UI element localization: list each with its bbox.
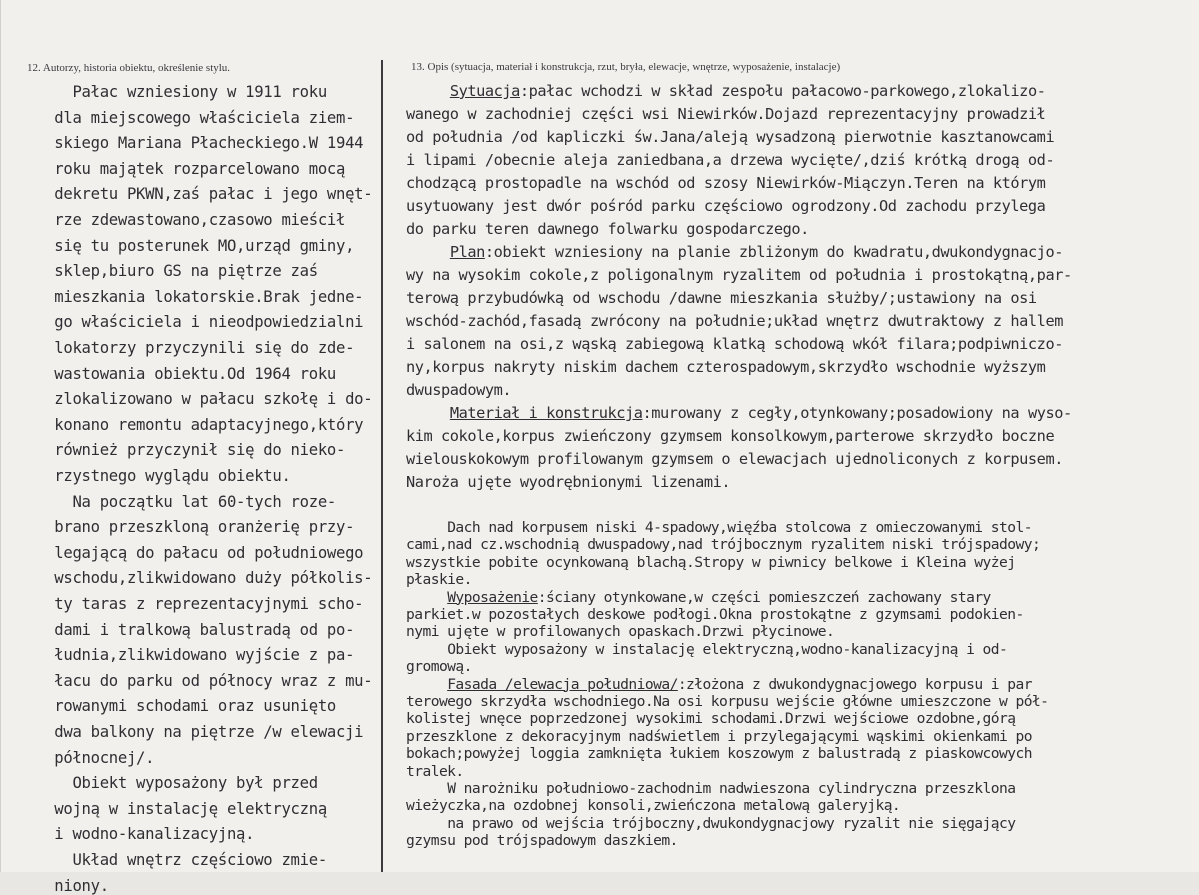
- left-text-line: brano przeszkloną oranżerię przy-: [27, 518, 355, 537]
- line-indent: [406, 243, 450, 261]
- left-text-line: go właściciela i nieodpowiedzialni: [27, 313, 364, 332]
- right-text-line: [406, 536, 1040, 553]
- line-text: W narożniku południowo-zachodnim nadwieszona cylindryczna przeszklona: [447, 780, 1016, 797]
- line-text: :złożona z dwukondygnacjowego korpusu i par: [677, 675, 1032, 693]
- line-text: gzymsu pod trójspadowym daszkiem.: [406, 832, 678, 850]
- left-text-line: ty taras z reprezentacyjnymi scho-: [27, 595, 364, 613]
- left-text-line: zlokalizowano w pałacu szkołę i do-: [27, 390, 373, 409]
- left-text-line: sklep,biuro GS na piętrze zaś: [27, 262, 318, 281]
- section-heading-underlined: Plan: [449, 243, 485, 261]
- right-text-line: [406, 243, 1063, 261]
- left-text-line: dwa balkony na piętrze /w elewacji: [27, 723, 364, 741]
- line-indent: [406, 641, 447, 658]
- line-text: na prawo od wejścia trójboczny,dwukondygnacjowy ryzalit nie sięgający: [447, 814, 1016, 832]
- line-text: gromową.: [406, 658, 472, 676]
- right-text-line: [406, 780, 1016, 797]
- line-text: dwuspadowym.: [406, 381, 512, 399]
- left-text-line: mieszkania lokatorskie.Brak jedne-: [27, 287, 364, 306]
- right-text-line: [406, 128, 1054, 146]
- line-text: i lipami /obecnie aleja zaniedbana,a drzewa wycięte/,dziś krótką drogą od-: [406, 151, 1055, 169]
- right-text-line: [406, 450, 1063, 468]
- line-text: przeszklone z dekoracyjnym nadświetlem i przylegającymi wąskimi okienkami po: [406, 727, 1032, 745]
- left-text-line: się tu posterunek MO,urząd gminy,: [27, 236, 355, 255]
- line-text: Naroża ujęte wyodrębnionymi lizenami.: [406, 473, 731, 491]
- left-text-line: łudnia,zlikwidowano wyjście z pa-: [27, 646, 355, 665]
- left-text-line: Na początku lat 60-tych roze-: [27, 492, 337, 511]
- right-text-line: [406, 82, 1045, 100]
- right-text-line: [406, 745, 1032, 762]
- right-text-line: [406, 606, 1024, 623]
- line-text: wieżyczka,na ozdobnej konsoli,zwieńczona metalową galeryjką.: [406, 797, 901, 815]
- right-text-line: [406, 832, 678, 849]
- line-text: kolistej wnęce poprzedzonej wysokimi schodami.Drzwi wejściowe ozdobne,górą: [406, 710, 1016, 728]
- left-text-line: niony.: [27, 876, 109, 895]
- left-text-line: rowanymi schodami oraz usunięto: [27, 697, 337, 716]
- left-text-line: północnej/.: [27, 748, 155, 767]
- right-text-line: [406, 728, 1032, 745]
- right-text-line: [406, 571, 472, 588]
- right-text-line: [406, 312, 1063, 330]
- line-text: od południa /od kapliczki św.Jana/aleją wysadzoną pierwotnie kasztanowcami: [406, 128, 1055, 146]
- right-text-line: [406, 763, 464, 780]
- left-text-line: i wodno-kanalizacyjną.: [27, 825, 255, 844]
- line-text: do parku teren dawnego folwarku gospodarczego.: [406, 220, 809, 238]
- left-text-line: konano remontu adaptacyjnego,który: [27, 415, 364, 434]
- right-text-line: [406, 289, 1037, 307]
- right-text-line: [406, 220, 809, 238]
- line-text: i salonem na osi,z wąską zabiegową klatką schodową wkół filara;podpiwniczo-: [406, 335, 1063, 353]
- line-indent: [406, 589, 447, 606]
- line-text: wy na wysokim cokole,z poligonalnym ryzalitem od południa i prostokątną,par-: [406, 266, 1072, 284]
- line-text: kim cokole,korpus zwieńczony gzymsem konsolkowym,parterowe skrzydło boczne: [406, 427, 1055, 445]
- left-text-line: dla miejscowego właściciela ziem-: [27, 108, 355, 127]
- right-text-line: [406, 404, 1072, 422]
- line-text: bokach;powyżej loggia zamknięta łukiem koszowym z balustradą z piaskowcowych: [406, 745, 1032, 763]
- section-heading-underlined: Materiał i konstrukcja: [449, 404, 643, 422]
- right-text-line: [406, 358, 1045, 376]
- left-text-line: roku majątek rozparcelowano mocą: [27, 159, 346, 178]
- left-text-line: Układ wnętrz częściowo zmie-: [27, 851, 327, 869]
- right-text-line: [406, 797, 900, 814]
- line-text: terową przybudówką od wschodu /dawne mieszkania służby/;ustawiony na osi: [406, 289, 1037, 307]
- line-text: terowego skrzydła wschodniego.Na osi korpusu wejście główne umieszczone w pół-: [406, 693, 1049, 710]
- left-text-line: skiego Mariana Płacheckiego.W 1944: [27, 134, 364, 153]
- section-heading-underlined: Sytuacja: [449, 82, 520, 100]
- right-text-line: [406, 519, 1032, 536]
- line-text: nymi ujęte w profilowanych opaskach.Drzwi płycinowe.: [406, 623, 835, 641]
- line-text: chodzącą prostopadle na wschód od szosy Niewirków-Miączyn.Teren na którym: [406, 174, 1046, 192]
- left-text-line: wastowania obiektu.Od 1964 roku: [27, 364, 337, 383]
- left-text-line: wojną w instalację elektryczną: [27, 799, 327, 818]
- section-heading-underlined: Wyposażenie: [447, 588, 538, 606]
- left-text-line: łacu do parku od północy wraz z mu-: [27, 671, 373, 690]
- line-text: tralek.: [406, 762, 464, 780]
- right-text-line: [406, 266, 1072, 284]
- left-text-line: dami i tralkową balustradą od po-: [27, 620, 355, 639]
- right-text-line: [406, 815, 1016, 832]
- line-indent: [406, 676, 447, 693]
- line-text: cami,nad cz.wschodnią dwuspadowy,nad trójbocznym ryzalitem niski trójspadowy;: [406, 536, 1041, 554]
- column-divider: [381, 60, 383, 872]
- left-text-line: rze zdewastowano,czasowo mieścił: [27, 211, 346, 229]
- line-text: wschód-zachód,fasadą zwrócony na południe;układ wnętrz dwutraktowy z hallem: [406, 312, 1063, 330]
- line-text: :murowany z cegły,otynkowany;posadowiony na wyso-: [642, 404, 1072, 422]
- left-section-header: 12. Autorzy, historia obiektu, określenie stylu.: [27, 62, 231, 74]
- right-text-line: [406, 151, 1054, 169]
- line-indent: [406, 82, 450, 100]
- left-text-line: dekretu PKWN,zaś pałac i jego wnęt-: [27, 185, 373, 204]
- line-text: ny,korpus nakryty niskim dachem czterospadowym,skrzydło wschodnie wyższym: [406, 358, 1046, 376]
- left-text-line: lokatorzy przyczynili się do zde-: [27, 339, 355, 357]
- right-text-line: [406, 335, 1063, 353]
- right-text-line: [406, 381, 511, 399]
- left-text-line: również przyczynił się do nieko-: [27, 441, 346, 460]
- right-text-line: [406, 658, 472, 675]
- line-indent: [406, 404, 450, 422]
- line-text: wanego w zachodniej części wsi Niewirków.Dojazd reprezentacyjny prowadził: [406, 105, 1046, 123]
- left-text-line: Obiekt wyposażony był przed: [27, 774, 318, 793]
- right-text-line: [406, 105, 1045, 123]
- right-text-line: [406, 710, 1015, 727]
- line-text: usytuowany jest dwór pośród parku częściowo ogrodzony.Od zachodu przylega: [406, 197, 1046, 215]
- line-text: Obiekt wyposażony w instalację elektryczną,wodno-kanalizacyjną i od-: [447, 640, 1008, 658]
- line-text: wszystkie pobite ocynkowaną blachą.Stropy w piwnicy belkowe i Kleina wyżej: [406, 553, 1016, 571]
- line-text: Dach nad korpusem niski 4-spadowy,więźba stolcowa z omieczowanymi stol-: [447, 519, 1032, 536]
- line-text: :obiekt wzniesiony na planie zbliżonym do kwadratu,dwukondygnacjo-: [484, 243, 1063, 261]
- line-text: :pałac wchodzi w skład zespołu pałacowo-parkowego,zlokalizo-: [519, 82, 1046, 100]
- right-text-line: [406, 554, 1015, 571]
- right-text-line: [406, 641, 1007, 658]
- line-indent: [406, 815, 447, 832]
- right-section-header: 13. Opis (sytuacja, materiał i konstrukcja, rzut, bryła, elewacje, wnętrze, wyposażenie, instalacje): [411, 61, 841, 73]
- right-text-line: [406, 693, 1048, 710]
- right-text-line: [406, 197, 1045, 215]
- right-text-line: [406, 589, 991, 606]
- line-indent: [406, 519, 447, 536]
- line-text: płaskie.: [406, 571, 472, 589]
- left-text-line: rzystnego wyglądu obiektu.: [27, 467, 291, 485]
- line-text: parkiet.w pozostałych deskowe podłogi.Okna prostokątne z gzymsami podokien-: [406, 606, 1024, 623]
- line-indent: [406, 780, 447, 797]
- right-text-line: [406, 473, 730, 491]
- right-text-line: [406, 174, 1045, 192]
- right-text-line: [406, 427, 1054, 445]
- left-text-line: wschodu,zlikwidowano duży półkolis-: [27, 569, 373, 588]
- section-heading-underlined: Fasada /elewacja południowa/: [447, 675, 678, 693]
- line-text: :ściany otynkowane,w części pomieszczeń zachowany stary: [537, 588, 991, 606]
- left-text-line: Pałac wzniesiony w 1911 roku: [27, 83, 327, 101]
- right-text-line: [406, 676, 1032, 693]
- right-text-line: [406, 623, 834, 640]
- left-text-line: legającą do pałacu od południowego: [27, 543, 364, 562]
- line-text: wielouskokowym profilowanym gzymsem o elewacjach ujednoliconych z korpusem.: [406, 450, 1063, 468]
